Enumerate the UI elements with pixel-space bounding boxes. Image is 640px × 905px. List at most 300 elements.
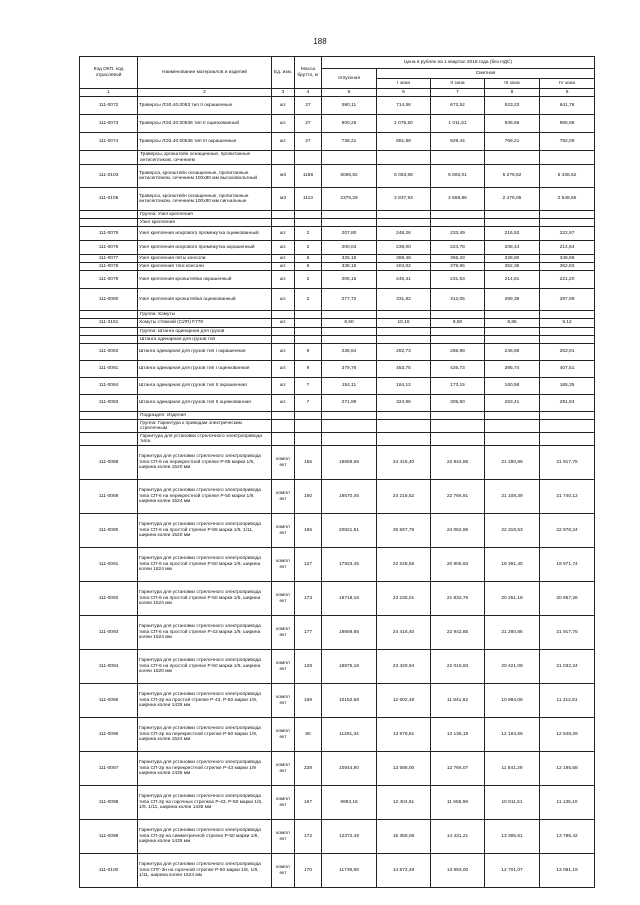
price-zone-1: 184,12 [377,378,431,395]
price-zone-4: 13 786,42 [540,820,595,854]
row-code: 111-0105 [80,188,138,211]
price-zone-3: 11 841,29 [485,752,540,786]
price-zone-4: 5 436,62 [540,165,595,188]
row-name: Узел крепления пяты консоли [138,255,272,263]
row-code: 111-0098 [80,786,138,820]
row-name: Штанга одинарная для грузов тип II оцинкованная [138,395,272,412]
price-otpusknaya: 738,21 [322,133,377,151]
price-zone-2: 365,33 [431,255,485,263]
row-mass: 155 [295,446,322,480]
row-code: 111-0095 [80,684,138,718]
row-name: Узел крепления искрового промежутка окрашенный [138,241,272,255]
row-mass: 229 [295,752,322,786]
price-zone-1: 714,66 [377,97,431,115]
price-otpusknaya: 338,15 [322,263,377,271]
price-zone-2: 22 015,93 [431,650,485,684]
price-zone-3: 938,56 [485,115,540,133]
row-unit: компл ект [272,616,295,650]
row-name: Гарнитура для установки стрелочного электропривода типа СП-2р на простой стрелке Р-43, Р-50 марки 1/9, ширина колеи 1435 мм [138,684,272,718]
table-row [80,480,595,514]
table-row [80,718,595,752]
row-unit: компл ект [272,752,295,786]
row-name: Гарнитура для установки стрелочного электропривода типа СП-6 на простой стрелке Р-50 марки 1/9, ширина колеи 1520 мм [138,650,272,684]
price-zone-4: 965,96 [540,115,595,133]
group-label: Группа: Узел крепления [138,211,272,219]
price-zone-4: 22 978,24 [540,514,595,548]
header-zone-2: II зона [431,79,485,89]
price-zone-4: 253,91 [540,344,595,361]
row-unit: шт. [272,115,295,133]
price-zone-3: 160,58 [485,378,540,395]
price-zone-1: 13 978,81 [377,718,431,752]
group-label: Группа: Хомуты [138,311,272,319]
table-row [80,361,595,378]
col-number: 4 [295,89,322,97]
price-otpusknaya: 2375,29 [322,188,377,211]
group-row [80,151,595,165]
price-otpusknaya: 325,15 [322,255,377,263]
price-zone-1: 331,82 [377,289,431,311]
price-zone-3: 21 108,39 [485,480,540,514]
price-otpusknaya: 236,64 [322,344,377,361]
group-label: Группа: Гарнитура к приводам электрическим стрелочным [138,420,272,433]
table-row [80,255,595,263]
col-number: 6 [377,89,431,97]
row-name: Узел крепления кронштейна окрашенный [138,271,272,289]
row-unit: шт. [272,378,295,395]
row-unit: шт. [272,395,295,412]
row-code: 111-0078 [80,263,138,271]
group-label: Траверсы, кронштейн оснащенные, пропитанные антисептиком, сечением [138,151,272,165]
table-row [80,263,595,271]
price-zone-3: 19 391,40 [485,548,540,582]
price-zone-2: 20 905,83 [431,548,485,582]
price-zone-4: 2 548,65 [540,188,595,211]
row-code: 111-0097 [80,752,138,786]
row-mass: 1113 [295,188,322,211]
price-zone-3: 20 251,18 [485,582,540,616]
price-zone-3: 214,81 [485,271,540,289]
price-zone-3: 216,53 [485,227,540,241]
price-zone-4: 407,51 [540,361,595,378]
price-zone-2: 672,52 [431,97,485,115]
price-otpusknaya: 271,99 [322,395,377,412]
row-name: Траверсы ЛЭЗ.40.00836 тип II оцинкованный [138,115,272,133]
table-row [80,786,595,820]
price-zone-2: 22 942,85 [431,616,485,650]
price-table [79,56,595,888]
price-zone-1: 22 248,55 [377,548,431,582]
price-zone-4: 12 548,29 [540,718,595,752]
group-row [80,433,595,446]
price-zone-1: 15 358,08 [377,820,431,854]
price-otpusknaya: 12372,49 [322,820,377,854]
table-row [80,271,595,289]
row-unit: м3 [272,188,295,211]
price-zone-1: 2 837,93 [377,188,431,211]
row-name: Гарнитура для установки стрелочного электропривода типа СП-6 на простой стрелке Р-43 марки 1/9, ширина колеи 1524 мм [138,616,272,650]
row-name: Траверса, кронштейн оснащенные, пропитанные антисептиком, сечением 100х80 мм сигнальные [138,188,272,211]
row-code: 111-0084 [80,378,138,395]
group-row [80,412,595,420]
header-zone-3: III зона [485,79,540,89]
row-code: 111-3161 [80,319,138,328]
price-zone-1: 246,31 [377,271,431,289]
price-otpusknaya: 17923,45 [322,548,377,582]
price-zone-3: 20 421,08 [485,650,540,684]
price-zone-1: 6 053,68 [377,165,431,188]
table-row [80,582,595,616]
price-zone-1: 24 218,52 [377,480,431,514]
price-zone-2: 11 841,92 [431,684,485,718]
price-zone-2: 265,88 [431,344,485,361]
row-mass: 6 [295,263,322,271]
price-zone-2: 233,49 [431,227,485,241]
price-zone-3: 10 811,51 [485,786,540,820]
price-zone-4: 792,09 [540,133,595,151]
price-zone-2: 13 135,18 [431,718,485,752]
price-zone-1: 12 404,61 [377,786,431,820]
header-otpusknaya: отпускная [322,69,377,89]
row-mass: 160 [295,480,322,514]
price-otpusknaya: 590,11 [322,97,377,115]
table-row [80,165,595,188]
row-name: Гарнитура для установки стрелочного электропривода типа СП-2р на перекрестной стрелке Р-50 марки 1/9, ширина колеи 1524 мм [138,718,272,752]
row-code: 111-0079 [80,271,138,289]
row-name: Штанга одинарная для грузов тип II окрашенная [138,378,272,395]
row-mass: 169 [295,684,322,718]
row-name: Траверса, кронштейн оснащенные, пропитанные антисептиком, сечением 100х80 мм высоковольтный [138,165,272,188]
row-code: 111-0099 [80,820,138,854]
row-name: Гарнитура для установки стрелочного электропривода типа СП-2р на перекрестной стрелке Р-43 марки 1/9 ширина колеи 1435 мм [138,752,272,786]
price-otpusknaya: 277,72 [322,289,377,311]
col-number: 2 [138,89,272,97]
price-zone-4: 362,83 [540,263,595,271]
row-mass [295,319,322,328]
row-name: Гарнитура для установки стрелочного электропривода типа СП-6 на простой стрелке Р-50 марки 1/5, ширина колеи 1524 мм [138,582,272,616]
price-zone-1: 248,26 [377,227,431,241]
price-zone-4: 348,88 [540,255,595,263]
table-row [80,133,595,151]
price-otpusknaya: 10152,58 [322,684,377,718]
price-zone-4: 291,84 [540,395,595,412]
price-zone-1: 24 416,40 [377,616,431,650]
price-zone-2: 24 062,95 [431,514,485,548]
row-code: 111-0081 [80,361,138,378]
group-label: Узел крепления [138,219,272,227]
row-mass: 27 [295,133,322,151]
price-zone-4: 12 195,68 [540,752,595,786]
row-unit: шт. [272,344,295,361]
row-mass: 7 [295,378,322,395]
price-zone-4: 222,97 [540,227,595,241]
price-otpusknaya: 18875,18 [322,650,377,684]
table-row [80,650,595,684]
row-name: Гарнитура для установки стрелочного электропривода типа СП-6 на простой стрелке Р-65 марки 1/9, 1/11, ширина колеи 1520 мм [138,514,272,548]
price-zone-2: 14 431,21 [431,820,485,854]
price-zone-3: 13 385,61 [485,820,540,854]
price-zone-3: 21 280,86 [485,446,540,480]
price-zone-2: 22 942,85 [431,446,485,480]
row-code: 111-0091 [80,548,138,582]
price-otpusknaya: 11739,89 [322,854,377,888]
price-zone-3: 289,39 [485,289,540,311]
row-code: 111-0090 [80,514,138,548]
price-zone-3: 22 318,53 [485,514,540,548]
table-row [80,188,595,211]
row-unit: шт. [272,227,295,241]
row-name: Гарнитура для установки стрелочного электропривода типа СП-6 на перекрестной стрелке Р-50 марки 1/9, ширина колеи 1524 мм [138,480,272,514]
row-name: Гарнитура для установки стрелочного электропривода типа СП-2р на симметричной стрелке Р-50 марки 1/6, ширина колеи 1435 мм [138,820,272,854]
price-otpusknaya: 200,04 [322,241,377,255]
group-label: Подраздел: Изделия [138,412,272,420]
price-otpusknaya: 19669,65 [322,616,377,650]
row-unit: компл ект [272,854,295,888]
row-name: Штанга одинарная для грузов тип I окрашенная [138,344,272,361]
price-zone-4: 9,12 [540,319,595,328]
price-zone-2: 22 766,91 [431,480,485,514]
row-unit: шт. [272,241,295,255]
price-otpusknaya: 207,80 [322,227,377,241]
price-zone-2: 231,63 [431,271,485,289]
row-mass: 165 [295,514,322,548]
header-unit: Ед. изм. [272,57,295,89]
table-row [80,752,595,786]
row-mass: 9 [295,344,322,361]
row-name: Штанга одинарная для грузов тип I оцинкованная [138,361,272,378]
table-row [80,820,595,854]
row-code: 111-0073 [80,115,138,133]
price-zone-2: 9,50 [431,319,485,328]
col-number: 1 [80,89,138,97]
row-code: 111-0080 [80,289,138,311]
row-unit: шт. [272,133,295,151]
row-mass: 9 [295,361,322,378]
price-zone-4: 21 917,75 [540,616,595,650]
group-row [80,328,595,336]
row-name: Гарнитура для установки стрелочного электропривода типа СП-2р на горочных стрелках Р-43, Р-50 марки 1/6, 1/9, 1/11, ширина колеи 1435 мм [138,786,272,820]
price-otpusknaya: 19570,45 [322,480,377,514]
row-unit: компл ект [272,582,295,616]
price-zone-1: 239,00 [377,241,431,255]
row-unit: компл ект [272,820,295,854]
table-row [80,446,595,480]
price-zone-1: 404,02 [377,263,431,271]
row-unit: шт. [272,97,295,115]
row-unit: компл ект [272,650,295,684]
price-zone-1: 282,73 [377,344,431,361]
price-zone-1: 10,16 [377,319,431,328]
row-name: Траверсы ЛЭЗ.40.0083 тип II окрашенные [138,97,272,115]
table-row [80,319,595,328]
row-code: 111-0089 [80,480,138,514]
row-code: 111-0072 [80,97,138,115]
row-name: Гарнитура для установки стрелочного электропривода типа СП-6 на простой стрелке Р-50 марки 1/9, ширина колеи 1524 мм [138,548,272,582]
price-otpusknaya: 20821,51 [322,514,377,548]
price-zone-1: 14 572,48 [377,854,431,888]
row-mass: 127 [295,548,322,582]
table-row [80,289,595,311]
price-zone-1: 23 429,94 [377,650,431,684]
row-mass: 1186 [295,165,322,188]
price-otpusknaya: 19659,65 [322,446,377,480]
price-zone-2: 312,05 [431,289,485,311]
row-unit: компл ект [272,446,295,480]
row-name: Гарнитура для установки стрелочного электропривода типа СПГ-3н на горочной стрелке Р-50 марки 1/6, 1/9, 1/11, ширина колеи 1524 мм [138,854,272,888]
price-zone-1: 881,89 [377,133,431,151]
price-zone-1: 24 416,40 [377,446,431,480]
row-code: 111-0076 [80,241,138,255]
table-row [80,97,595,115]
price-zone-4: 165,35 [540,378,595,395]
price-zone-2: 5 693,01 [431,165,485,188]
price-zone-2: 829,44 [431,133,485,151]
price-zone-3: 10 984,06 [485,684,540,718]
header-zone-1: I зона [377,79,431,89]
price-otpusknaya: 8,50 [322,319,377,328]
price-zone-4: 641,76 [540,97,595,115]
table-row [80,684,595,718]
price-zone-2: 379,95 [431,263,485,271]
price-zone-3: 2 475,05 [485,188,540,211]
row-unit: компл ект [272,480,295,514]
row-mass: 8 [295,255,322,263]
row-name: Узел крепления искрового промежутка оцинкованный [138,227,272,241]
price-zone-1: 388,48 [377,255,431,263]
row-unit: компл ект [272,718,295,752]
price-otpusknaya: 5066,82 [322,165,377,188]
price-zone-4: 20 857,26 [540,582,595,616]
group-label: Штанга одинарная для грузов тип [138,336,272,344]
group-row [80,311,595,319]
group-row [80,336,595,344]
price-zone-4: 221,20 [540,271,595,289]
row-name: Траверсы ЛЭЗ.40.00836 тип III окрашенные [138,133,272,151]
row-code: 111-0074 [80,133,138,151]
price-zone-2: 2 668,86 [431,188,485,211]
price-zone-2: 305,60 [431,395,485,412]
group-row [80,420,595,433]
row-mass: 80 [295,718,322,752]
row-code: 111-0103 [80,165,138,188]
row-code: 111-0083 [80,395,138,412]
row-unit: шт. [272,361,295,378]
price-otpusknaya: 900,25 [322,115,377,133]
header-smetnaya: Сметная [377,69,595,79]
price-zone-3: 352,36 [485,263,540,271]
row-mass: 27 [295,97,322,115]
price-zone-4: 11 135,10 [540,786,595,820]
row-name: Гарнитура для установки стрелочного электропривода типа СП-6 на перекрестной стрелке Р-65 марки 1/9, ширина колеи 1520 мм [138,446,272,480]
row-unit: шт. [272,263,295,271]
price-zone-4: 21 917,75 [540,446,595,480]
col-number: 9 [540,89,595,97]
row-mass: 128 [295,650,322,684]
table-row [80,854,595,888]
col-number: 8 [485,89,540,97]
header-code: Код ОКП, код отраслевой [80,57,138,89]
table-row [80,616,595,650]
price-otpusknaya: 379,76 [322,361,377,378]
row-code: 111-0075 [80,227,138,241]
row-mass: 170 [295,854,322,888]
price-zone-3: 12 701,07 [485,854,540,888]
row-mass: 2 [295,271,322,289]
price-zone-3: 246,56 [485,344,540,361]
group-row [80,211,595,219]
price-otpusknaya: 154,11 [322,378,377,395]
price-otpusknaya: 206,15 [322,271,377,289]
row-code: 111-0094 [80,650,138,684]
price-zone-4: 21 032,24 [540,650,595,684]
group-row [80,219,595,227]
table-row [80,115,595,133]
price-otpusknaya: 10944,80 [322,752,377,786]
price-zone-2: 12 766,07 [431,752,485,786]
row-code: 111-0092 [80,582,138,616]
price-zone-3: 338,80 [485,255,540,263]
price-zone-2: 426,73 [431,361,485,378]
row-mass: 2 [295,289,322,311]
row-name: Узел крепления тяги консоли [138,263,272,271]
col-number: 7 [431,89,485,97]
price-zone-3: 21 280,86 [485,616,540,650]
price-zone-1: 453,75 [377,361,431,378]
header-name: Наименование материалов и изделий [138,57,272,89]
table-row [80,344,595,361]
price-otpusknaya: 11261,34 [322,718,377,752]
price-zone-4: 297,99 [540,289,595,311]
price-zone-1: 1 075,50 [377,115,431,133]
row-mass: 7 [295,395,322,412]
price-zone-3: 5 279,62 [485,165,540,188]
row-name: Узел крепления кронштейна оцинкованный [138,289,272,311]
price-otpusknaya: 18718,16 [322,582,377,616]
price-zone-3: 8,85 [485,319,540,328]
row-unit: компл ект [272,786,295,820]
row-unit: компл ект [272,548,295,582]
row-unit: шт. [272,319,295,328]
table-row [80,514,595,548]
row-unit: компл ект [272,684,295,718]
price-zone-4: 21 740,12 [540,480,595,514]
row-code: 111-0096 [80,718,138,752]
table-row [80,378,595,395]
price-zone-3: 395,74 [485,361,540,378]
row-mass: 2 [295,241,322,255]
row-unit: шт. [272,271,295,289]
group-label: Группа: Штанга одинарная для грузов [138,328,272,336]
header-zone-4: IV зона [540,79,595,89]
row-mass: 177 [295,616,322,650]
row-mass: 172 [295,820,322,854]
price-zone-1: 12 602,49 [377,684,431,718]
row-mass: 173 [295,582,322,616]
table-row [80,395,595,412]
price-zone-4: 19 971,74 [540,548,595,582]
row-unit: м3 [272,165,295,188]
table-row [80,548,595,582]
page-number: 188 [313,37,327,46]
row-mass: 167 [295,786,322,820]
row-unit: компл ект [272,514,295,548]
price-zone-2: 11 655,98 [431,786,485,820]
price-zone-4: 13 081,19 [540,854,595,888]
price-zone-1: 25 597,79 [377,514,431,548]
price-zone-2: 1 011,51 [431,115,485,133]
row-code: 111-0088 [80,446,138,480]
row-name: Хомуты стяжной (СИП) F778 [138,319,272,328]
